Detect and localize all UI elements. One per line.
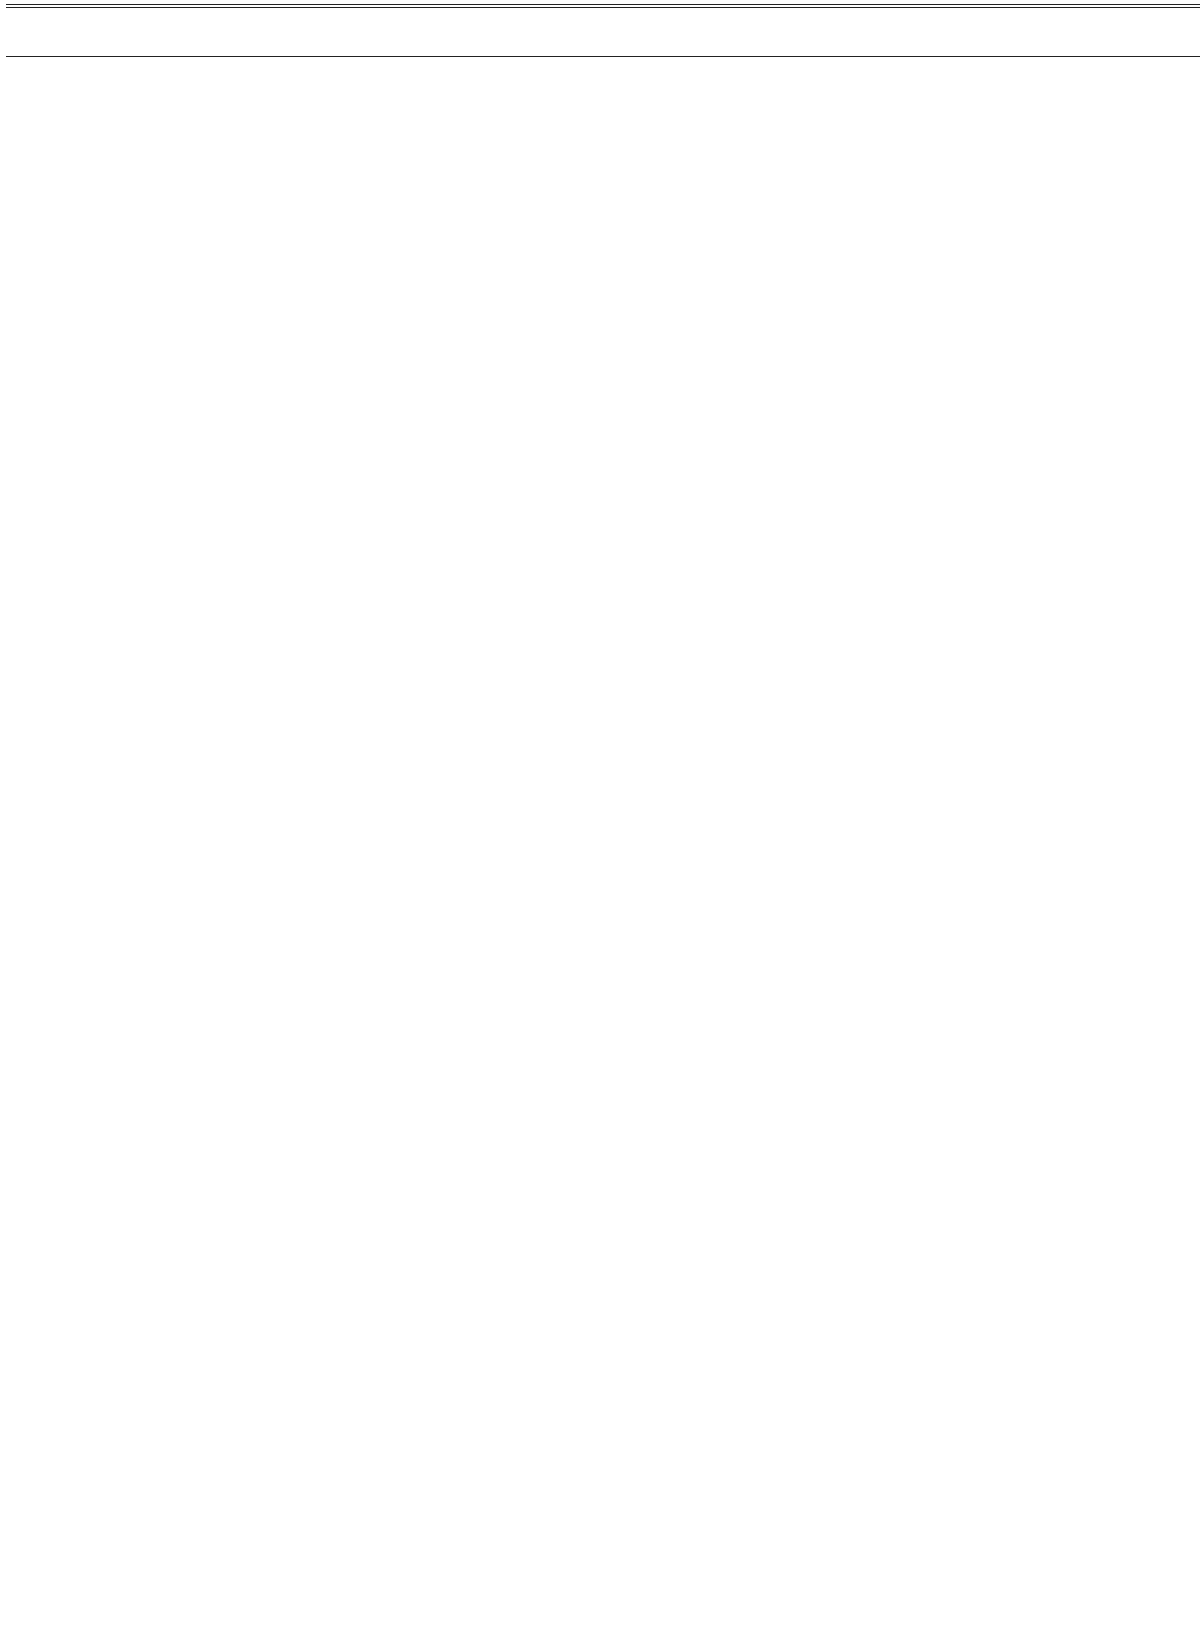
header-rule [6, 56, 1200, 57]
top-rule-double [6, 7, 1200, 8]
top-rule [6, 4, 1200, 5]
